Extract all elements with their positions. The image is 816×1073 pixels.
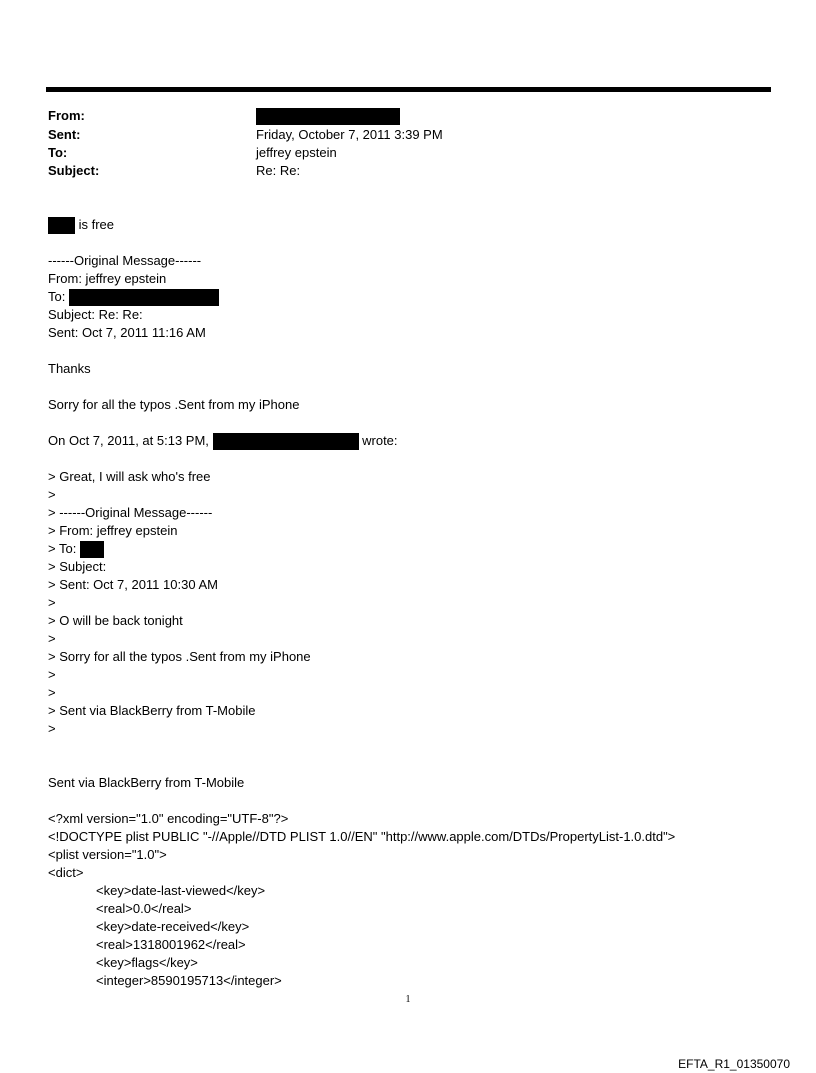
- redaction-box: [80, 541, 104, 558]
- quoted-line: >: [48, 631, 56, 646]
- to-label: To:: [48, 145, 68, 160]
- to-value: jeffrey epstein: [256, 145, 337, 160]
- quoted-line: > O will be back tonight: [48, 613, 183, 628]
- quoted-line: >: [48, 595, 56, 610]
- original-sent: Sent: Oct 7, 2011 11:16 AM: [48, 325, 206, 340]
- redaction-box: [213, 433, 359, 450]
- header-rule: [46, 87, 771, 92]
- xml-line: <real>0.0</real>: [96, 901, 192, 916]
- xml-line: <real>1318001962</real>: [96, 937, 246, 952]
- xml-line: <dict>: [48, 865, 84, 880]
- original-from: From: jeffrey epstein: [48, 271, 167, 286]
- xml-line: <plist version="1.0">: [48, 847, 167, 862]
- quoted-line: > ------Original Message------: [48, 505, 213, 520]
- header-to-row: [0, 144, 760, 162]
- xml-line: <?xml version="1.0" encoding="UTF-8"?>: [48, 811, 289, 826]
- quoted-line: > From: jeffrey epstein: [48, 523, 178, 538]
- xml-line: <key>date-received</key>: [96, 919, 250, 934]
- from-value-redacted: [256, 107, 400, 125]
- from-label: From:: [48, 108, 85, 123]
- xml-line: <key>date-last-viewed</key>: [96, 883, 266, 898]
- quoted-line: > To:: [48, 540, 778, 558]
- original-subject: Subject: Re: Re:: [48, 307, 143, 322]
- redaction-box: [48, 217, 75, 234]
- original-to: To:: [48, 288, 778, 306]
- email-body: [48, 216, 778, 990]
- sent-label: Sent:: [48, 127, 81, 142]
- subject-value: Re: Re:: [256, 163, 301, 178]
- email-header: [0, 107, 816, 187]
- sent-value: Friday, October 7, 2011 3:39 PM: [256, 127, 443, 142]
- page-number: 1: [405, 994, 411, 1005]
- quoted-line: > Sorry for all the typos .Sent from my iPhone: [48, 649, 311, 664]
- redaction-box: [69, 289, 219, 306]
- quoted-line: > Great, I will ask who's free: [48, 469, 211, 484]
- redaction-box: [256, 108, 400, 125]
- signature-line: Sent via BlackBerry from T-Mobile: [48, 775, 245, 790]
- quoted-line: >: [48, 721, 56, 736]
- quoted-line: >: [48, 685, 56, 700]
- quoted-line: >: [48, 487, 56, 502]
- xml-line: <integer>8590195713</integer>: [96, 973, 282, 988]
- header-from-row: [0, 107, 760, 125]
- body-line: Sorry for all the typos .Sent from my iPhone: [48, 397, 300, 412]
- xml-line: <key>flags</key>: [96, 955, 198, 970]
- bates-number: EFTA_R1_01350070: [678, 1057, 790, 1071]
- body-line: is free: [48, 216, 778, 234]
- quoted-line: >: [48, 667, 56, 682]
- quoted-line: > Sent via BlackBerry from T-Mobile: [48, 703, 256, 718]
- original-message-marker: ------Original Message------: [48, 253, 202, 268]
- body-line: Thanks: [48, 361, 91, 376]
- attribution-line: On Oct 7, 2011, at 5:13 PM, wrote:: [48, 432, 778, 450]
- header-sent-row: [0, 126, 760, 144]
- quoted-line: > Sent: Oct 7, 2011 10:30 AM: [48, 577, 218, 592]
- quoted-line: > Subject:: [48, 559, 107, 574]
- xml-line: <!DOCTYPE plist PUBLIC "-//Apple//DTD PLIST 1.0//EN" "http://www.apple.com/DTDs/PropertyList-1.0.dtd">: [48, 829, 676, 844]
- subject-label: Subject:: [48, 163, 100, 178]
- header-subject-row: [0, 162, 760, 180]
